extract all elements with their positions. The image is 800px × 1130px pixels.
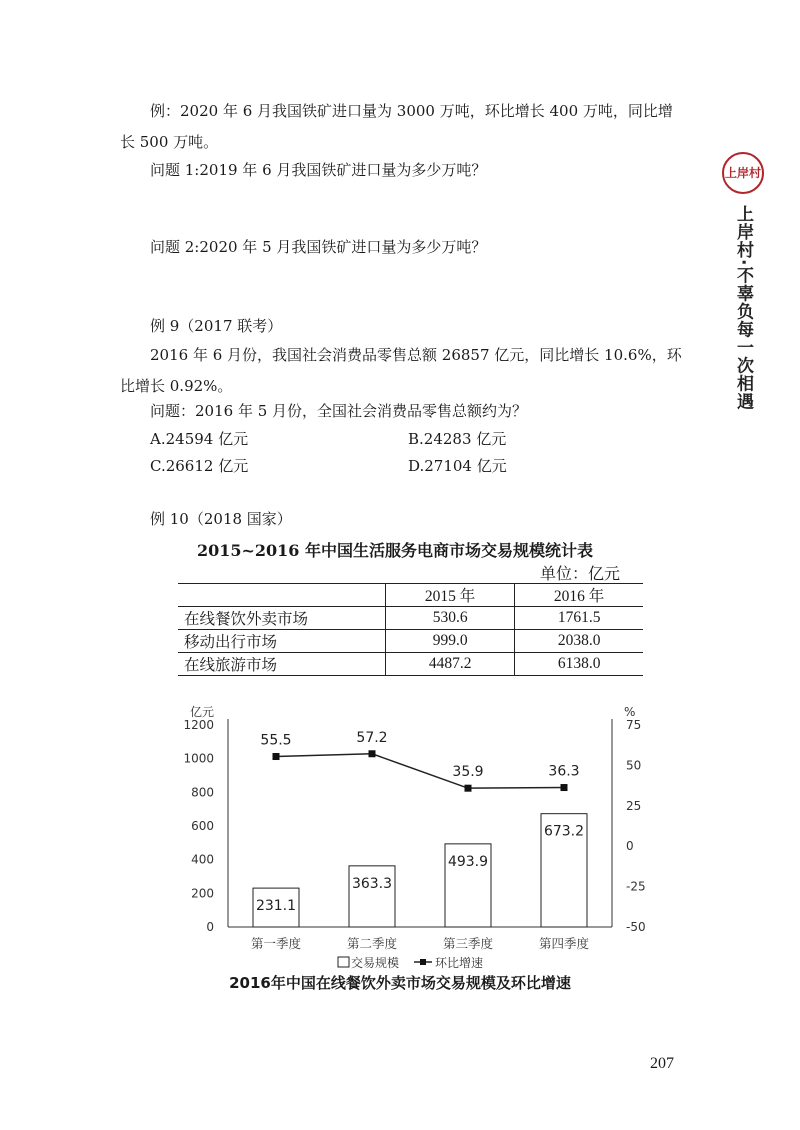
left-axis-title: 亿元 bbox=[190, 705, 215, 719]
table-unit: 单位：亿元 bbox=[540, 564, 621, 583]
left-tick-label: 1200 bbox=[183, 718, 214, 732]
left-tick-label: 0 bbox=[206, 920, 214, 934]
bar-value-label: 231.1 bbox=[255, 898, 297, 915]
table-header-cell: 2015 年 bbox=[386, 584, 515, 607]
question-1: 问题 1:2019 年 6 月我国铁矿进口量为多少万吨？ bbox=[150, 161, 487, 179]
table-cell: 530.6 bbox=[386, 607, 515, 630]
table-cell: 4487.2 bbox=[386, 653, 515, 676]
left-tick-label: 400 bbox=[191, 852, 214, 867]
legend-bar-swatch bbox=[338, 957, 349, 967]
legend-line-label: 环比增速 bbox=[435, 956, 484, 970]
example-intro-line1: 例：2020 年 6 月我国铁矿进口量为 3000 万吨，环比增长 400 万吨，同比增 bbox=[150, 102, 673, 120]
left-tick-label: 600 bbox=[191, 819, 214, 833]
left-tick-label: 800 bbox=[191, 785, 214, 800]
example-9-line2: 比增长 0.92%。 bbox=[120, 377, 233, 395]
option-b: B.24283 亿元 bbox=[408, 430, 507, 448]
growth-value-label: 36.3 bbox=[548, 763, 580, 780]
brand-slogan: 上岸村·不辜负每一次相遇 bbox=[733, 205, 753, 411]
right-tick-label: 50 bbox=[626, 758, 642, 773]
table-cell: 999.0 bbox=[386, 630, 515, 653]
table-cell: 1761.5 bbox=[515, 607, 643, 630]
table-cell: 在线旅游市场 bbox=[178, 653, 386, 676]
growth-value-label: 55.5 bbox=[260, 732, 292, 749]
left-tick-label: 200 bbox=[191, 886, 214, 901]
question-2: 问题 2:2020 年 5 月我国铁矿进口量为多少万吨？ bbox=[150, 238, 487, 256]
option-d: D.27104 亿元 bbox=[408, 457, 507, 475]
table-cell: 2038.0 bbox=[515, 630, 643, 653]
right-tick-label: -50 bbox=[626, 920, 646, 934]
brand-seal: 上岸村 bbox=[722, 152, 764, 194]
example-10-title: 例 10（2018 国家） bbox=[150, 510, 292, 528]
growth-point bbox=[561, 784, 568, 791]
category-label: 第四季度 bbox=[538, 936, 590, 951]
category-label: 第二季度 bbox=[346, 936, 398, 951]
example-9-line1: 2016 年 6 月份，我国社会消费品零售总额 26857 亿元，同比增长 10.6%，环 bbox=[150, 346, 682, 364]
legend-bar-label: 交易规模 bbox=[351, 956, 400, 970]
table-header-cell: 2016 年 bbox=[515, 584, 643, 607]
category-label: 第三季度 bbox=[442, 936, 494, 951]
right-tick-label: 25 bbox=[626, 798, 642, 813]
table-cell: 6138.0 bbox=[515, 653, 643, 676]
bar-value-label: 493.9 bbox=[447, 853, 489, 870]
growth-point bbox=[273, 753, 280, 760]
bar-value-label: 673.2 bbox=[543, 823, 585, 840]
table-cell: 在线餐饮外卖市场 bbox=[178, 607, 386, 630]
right-tick-label: 0 bbox=[626, 839, 634, 854]
chart-caption: 2016年中国在线餐饮外卖市场交易规模及环比增速 bbox=[229, 974, 571, 992]
table-title: 2015~2016 年中国生活服务电商市场交易规模统计表 bbox=[196, 541, 594, 560]
growth-line bbox=[276, 754, 564, 788]
growth-point bbox=[369, 750, 376, 757]
right-tick-label: 75 bbox=[626, 718, 642, 732]
growth-value-label: 35.9 bbox=[452, 764, 484, 781]
option-a: A.24594 亿元 bbox=[150, 430, 249, 448]
left-tick-label: 1000 bbox=[183, 751, 214, 766]
example-intro-line2: 长 500 万吨。 bbox=[120, 133, 219, 151]
table-cell: 移动出行市场 bbox=[178, 630, 386, 653]
example-9-question: 问题：2016 年 5 月份，全国社会消费品零售总额约为？ bbox=[150, 402, 528, 420]
growth-point bbox=[465, 785, 472, 792]
example-9-title: 例 9（2017 联考） bbox=[150, 317, 283, 335]
page-number: 207 bbox=[650, 1055, 674, 1072]
right-axis-title: % bbox=[624, 705, 636, 719]
growth-value-label: 57.2 bbox=[356, 729, 388, 746]
right-tick-label: -25 bbox=[626, 879, 646, 894]
legend-line-marker bbox=[420, 959, 426, 965]
category-label: 第一季度 bbox=[250, 936, 302, 951]
option-c: C.26612 亿元 bbox=[150, 457, 249, 475]
bar-value-label: 363.3 bbox=[351, 875, 393, 892]
